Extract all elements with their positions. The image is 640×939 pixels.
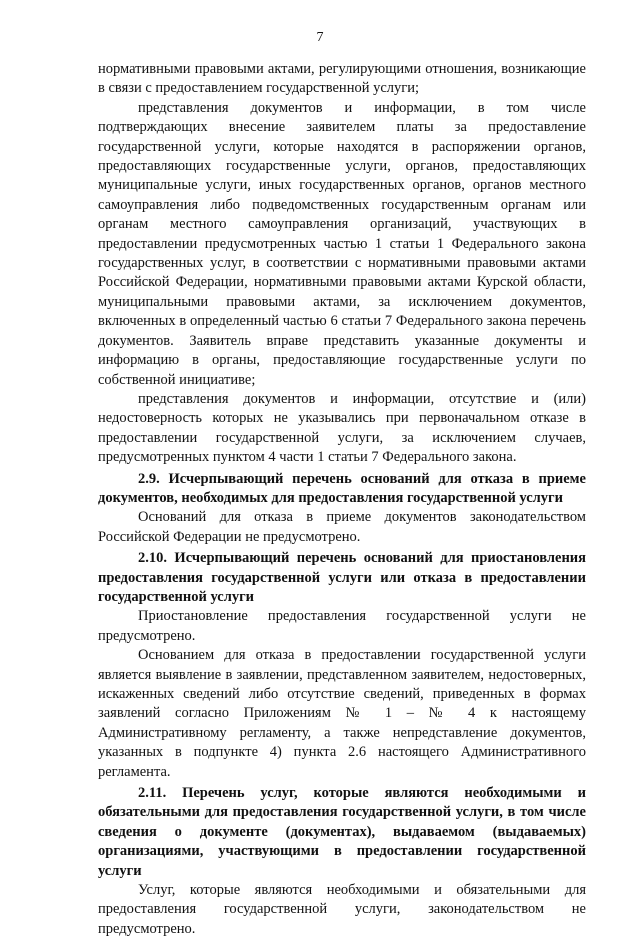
paragraph-continuation: нормативными правовыми актами, регулирующими отношения, возникающие в связи с предоставлением государственной услуги; bbox=[98, 61, 586, 97]
section-heading-2-9: 2.9. Исчерпывающий перечень оснований для отказа в приеме документов, необходимых для предоставления государственной услуги bbox=[98, 470, 586, 506]
section-heading-2-11: 2.11. Перечень услуг, которые являются необходимыми и обязательными для предоставления государственной услуги, в том числе сведения о документе (документах), выдаваемом (выдаваемых) организациями, участвующими в предоставлении государственной услуги bbox=[98, 785, 586, 879]
page-number: 7 bbox=[316, 30, 324, 45]
paragraph-documents-provision: представления документов и информации, в том числе подтверждающих внесение заявителем платы за предоставление государственной услуги, которые находятся в распоряжении органов, предоставляющих государственные услуги, органов, предоставляющих муниципальные услуги, иных государственных органов, органов местного самоуправления либо подведомственных государственным органам или органам местного самоуправления организаций, участвующих в предоставлении предусмотренных частью 1 статьи 1 Федерального закона государственных услуг, в соответствии с нормативными правовыми актами Российской Федерации, нормативными правовыми актами Курской области, муниципальными правовыми актами, за исключением документов, включенных в определенный частью 6 статьи 7 Федерального закона перечень документов. Заявитель вправе представить указанные документы и информацию в органы, предоставляющие государственные услуги по собственной инициативе; bbox=[98, 99, 586, 388]
paragraph-2-10-suspension: Приостановление предоставления государственной услуги не предусмотрено. bbox=[98, 608, 586, 644]
section-heading-2-10: 2.10. Исчерпывающий перечень оснований для приостановления предоставления государственной услуги или отказа в предоставлении государственной услуги bbox=[98, 550, 586, 605]
paragraph-2-11-body: Услуг, которые являются необходимыми и обязательными для предоставления государственной услуги, законодательством не предусмотрено. bbox=[98, 882, 586, 937]
paragraph-2-9-body: Оснований для отказа в приеме документов законодательством Российской Федерации не предусмотрено. bbox=[98, 509, 586, 545]
paragraph-documents-unreliability: представления документов и информации, отсутствие и (или) недостоверность которых не указывались при первоначальном отказе в предоставлении государственной услуги, за исключением случаев, предусмотренных пунктом 4 части 1 статьи 7 Федерального закона. bbox=[98, 390, 586, 466]
document-body bbox=[98, 60, 586, 939]
paragraph-2-10-refusal: Основанием для отказа в предоставлении государственной услуги является выявление в заявлении, представленном заявителем, недостоверных, искаженных сведений либо отсутствие сведений, приведенных в формах заявлений согласно Приложениям № 1 – № 4 к настоящему Административному регламенту, а также непредставление документов, указанных в подпункте 4) пункта 2.6 настоящего Административного регламента. bbox=[98, 647, 586, 780]
